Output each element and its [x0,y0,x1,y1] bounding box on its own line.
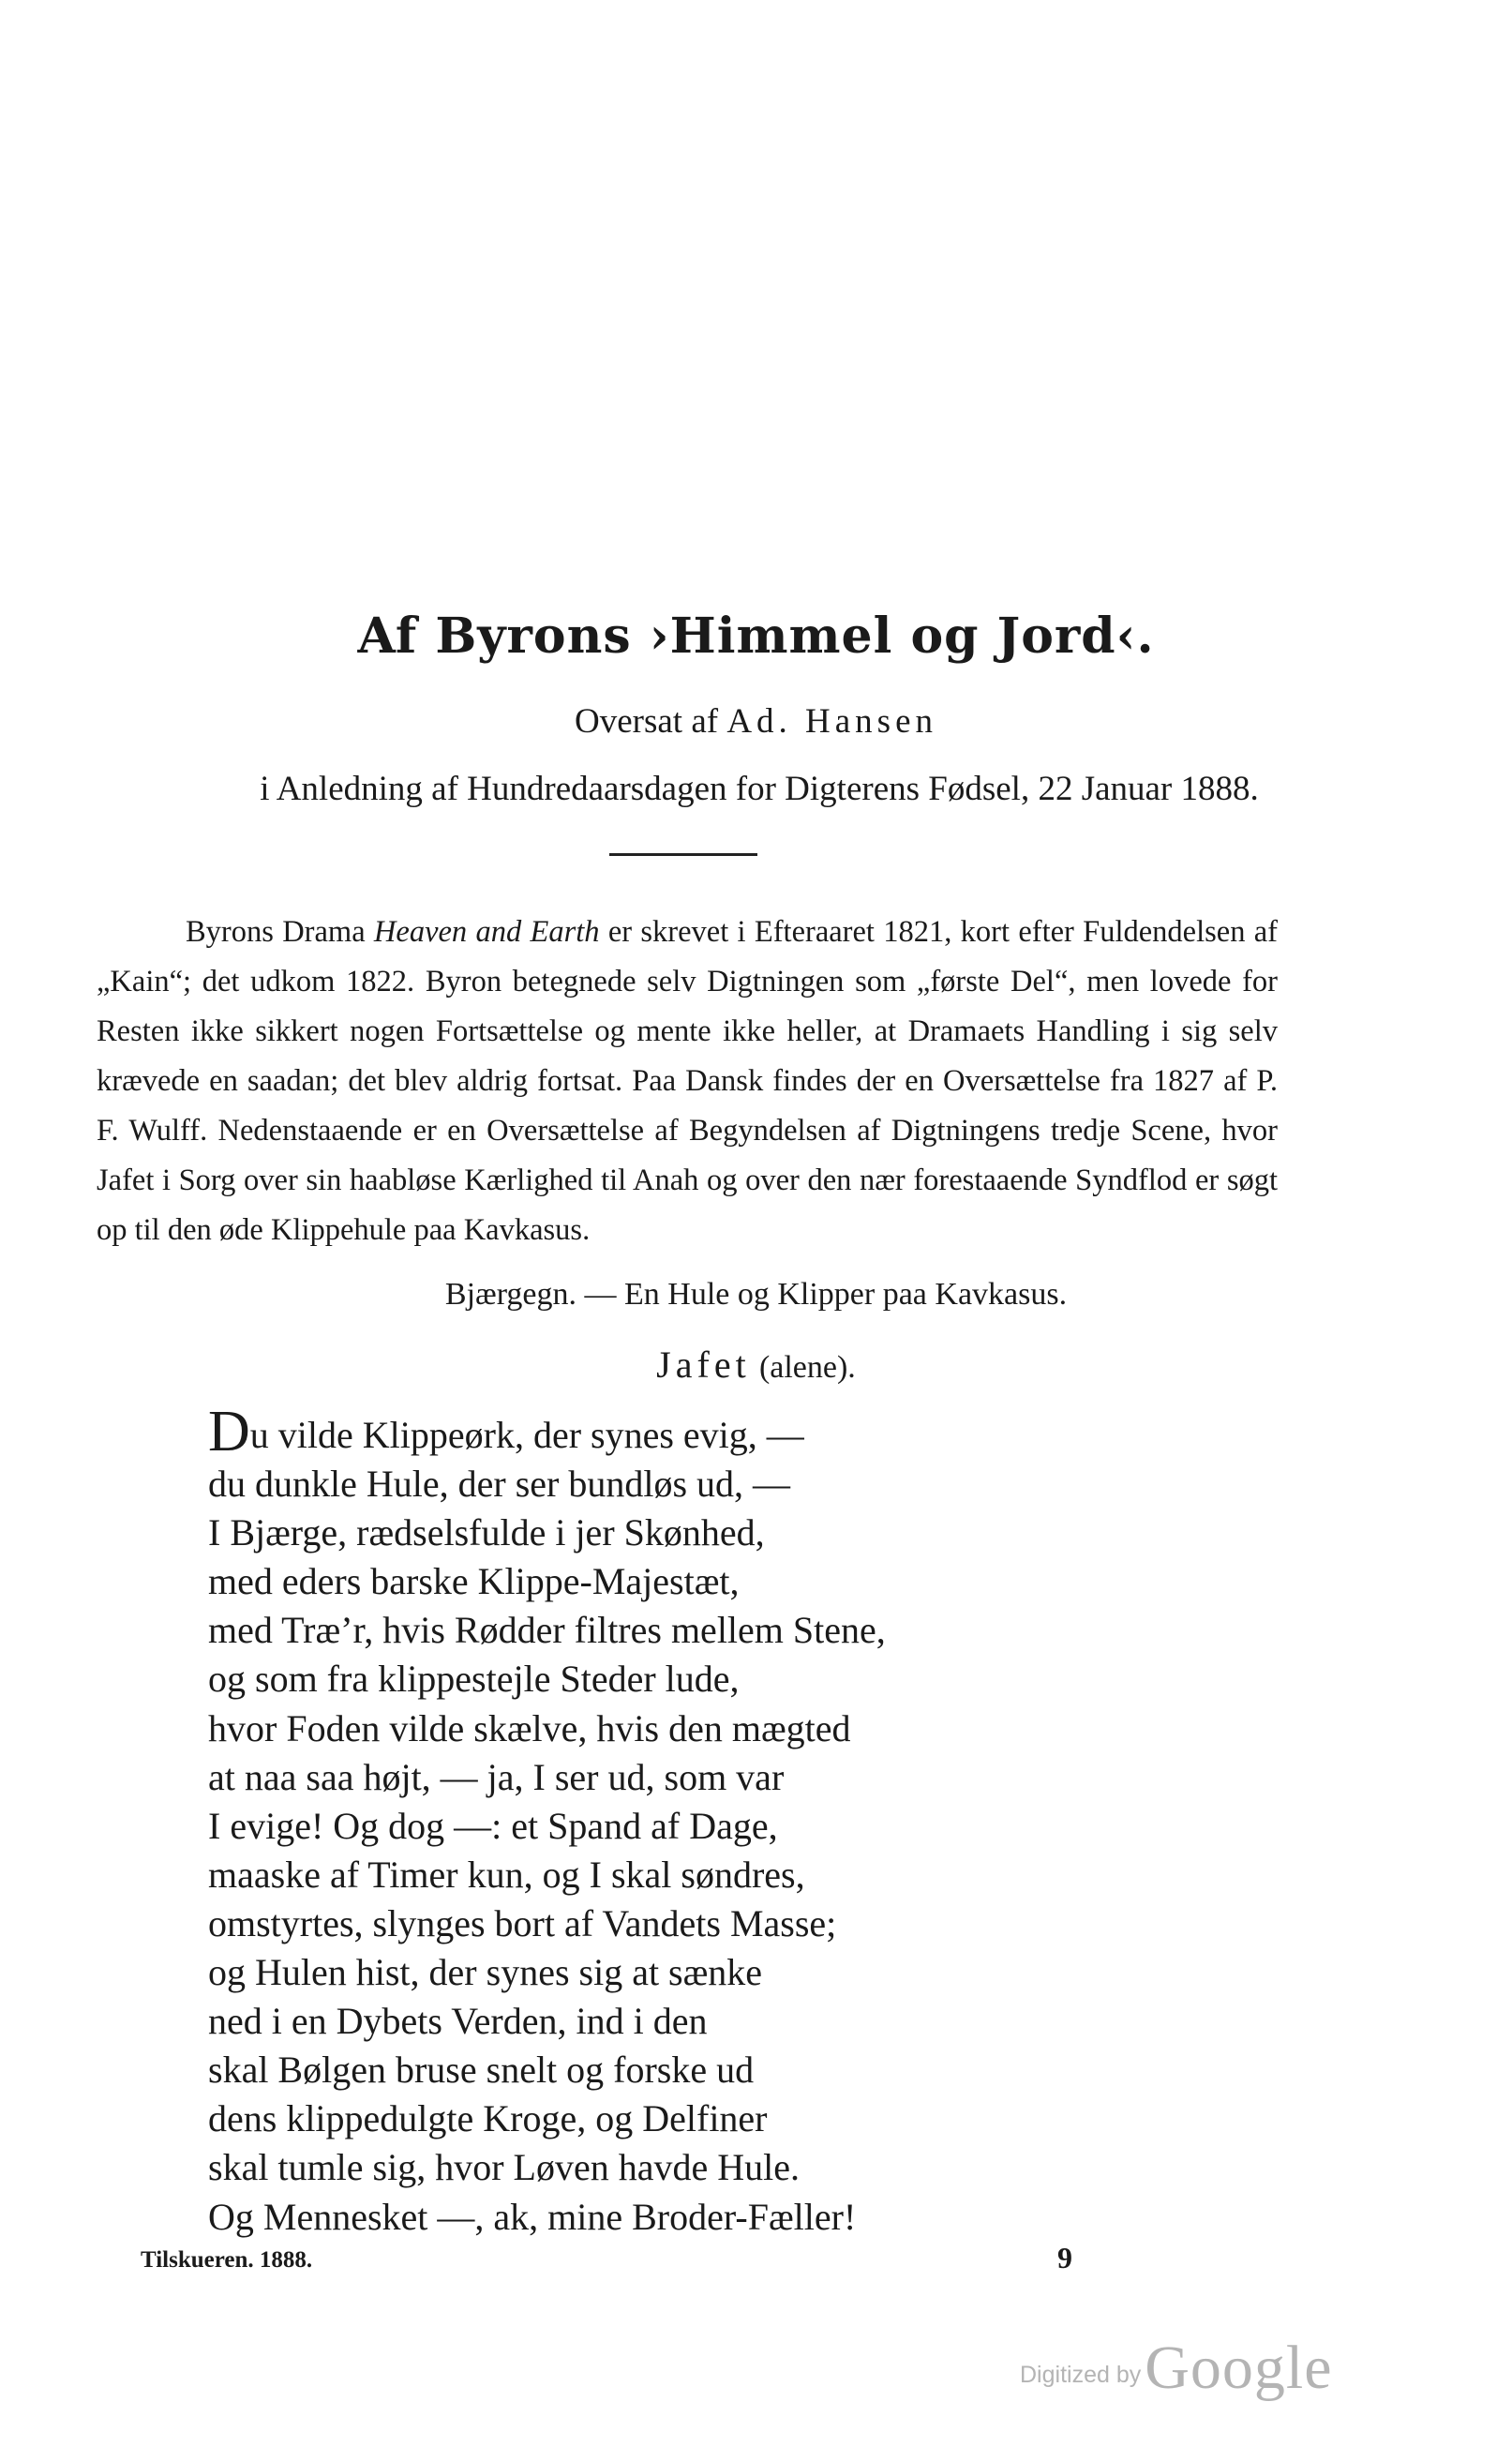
occasion-line: i Anledning af Hundredaarsdagen for Digterens Fødsel, 22 Januar 1888. [260,770,1259,808]
intro-paragraph [97,908,1278,1255]
poem-line: med eders barske Klippe-Majestæt, [208,1560,740,1603]
poem-line: Og Mennesket —, ak, mine Broder-Fæller! [208,2195,857,2238]
journal-footer: Tilskueren. 1888. [141,2247,313,2273]
watermark-prefix: Digitized by [1020,2362,1142,2388]
intro-text-rest: er skrevet i Efteraaret 1821, kort efter Fuldendelsen af „Kain“; det udkom 1822. Byron betegnede selv Digtningen som „første Del“, men lovede for Resten ikke sikkert nogen Fortsættelse og mente ikke heller, at Dramaets Handling i sig selv krævede en saadan; det blev aldrig fortsat. Paa Dansk findes der en Oversættelse fra 1827 af P. F. Wulff. Nedenstaaende er en Oversættelse af Begyndelsen af Digtningens tredje Scene, hvor Jafet i Sorg over sin haabløse Kærlighed til Anah og over den nær forestaaende Syndflod er søgt op til den øde Klippehule paa Kavkasus. [97,915,1278,1247]
article-title: Af Byrons ›Himmel og Jord‹. [357,608,1155,665]
digitized-watermark [1020,2333,1333,2404]
poem-line: skal Bølgen bruse snelt og forske ud [208,2049,755,2092]
poem-line: I Bjærge, rædselsfulde i jer Skønhed, [208,1511,765,1554]
poem-line: du dunkle Hule, der ser bundløs ud, — [208,1463,791,1506]
poem-line: og som fra klippestejle Steder lude, [208,1658,740,1701]
google-logo: Google [1145,2334,1333,2402]
translator-prefix: Oversat af [575,702,719,741]
translator-line [0,701,1512,742]
poem-line: og Hulen hist, der synes sig at sænke [208,1951,763,1994]
translator-name: Ad. Hansen [726,702,937,741]
poem-line [208,1400,1145,1464]
poem-line: at naa saa højt, — ja, I ser ud, som var [208,1755,785,1798]
poem-line: dens klippedulgte Kroge, og Delfiner [208,2097,768,2140]
poem-line: I evige! Og dog —: et Spand af Dage, [208,1804,778,1847]
drop-cap: D [208,1400,250,1464]
poem-verse [208,1400,1145,2242]
scene-heading: Bjærgegn. — En Hule og Klipper paa Kavkasus. [444,1277,1068,1312]
section-divider [609,853,757,856]
speaker-note: (alene). [758,1350,856,1385]
poem-line-text: u vilde Klippeørk, der synes evig, — [249,1414,804,1456]
poem-line: ned i en Dybets Verden, ind i den [208,2000,708,2043]
poem-line: med Træ’r, hvis Rødder filtres mellem Stene, [208,1609,886,1652]
intro-text-start: Byrons Drama [186,915,374,949]
speaker-heading [0,1343,1512,1387]
speaker-name: Jafet [656,1344,751,1386]
poem-line: omstyrtes, slynges bort af Vandets Masse; [208,1901,837,1944]
poem-line: maaske af Timer kun, og I skal søndres, [208,1853,805,1896]
poem-line: skal tumle sig, hvor Løven havde Hule. [208,2146,800,2189]
page-number: 9 [1057,2241,1072,2274]
poem-line: hvor Foden vilde skælve, hvis den mægted [208,1706,851,1749]
work-title: Heaven and Earth [373,915,600,949]
